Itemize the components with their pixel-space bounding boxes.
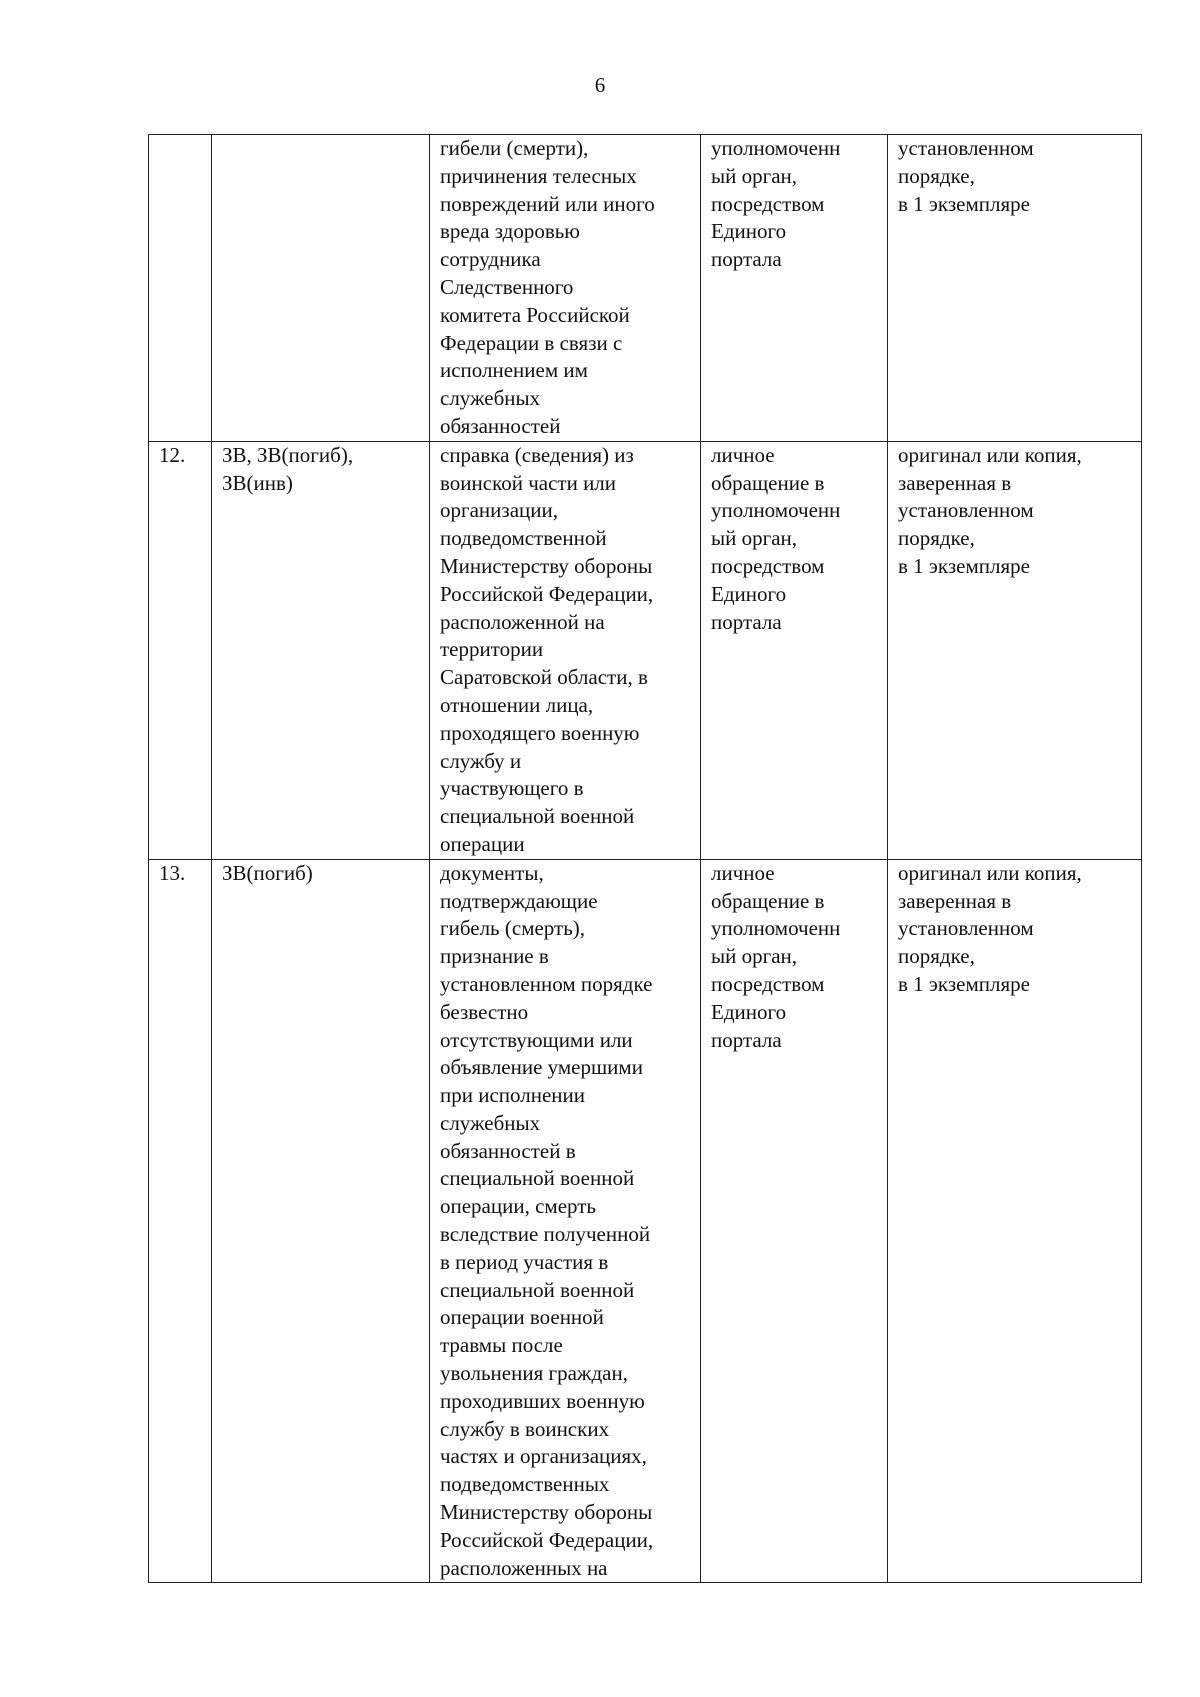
- cell-text-line: исполнением им: [440, 358, 588, 383]
- cell-text-line: гибель (смерть),: [440, 916, 586, 941]
- cell-text-line: порядке,: [898, 944, 975, 969]
- cell-text-line: отсутствующими или: [440, 1027, 633, 1052]
- cell-text-line: гибели (смерти),: [440, 136, 589, 160]
- cell-text-line: обращение в: [711, 888, 825, 913]
- cell-text-line: Российской Федерации,: [440, 581, 654, 606]
- cell-text-line: портала: [711, 247, 782, 272]
- cell-text-line: посредством: [711, 553, 825, 578]
- cell-text-line: специальной военной: [440, 804, 635, 829]
- cell-text-line: в 1 экземпляре: [898, 553, 1030, 578]
- cell-document-form: [888, 859, 1142, 1583]
- cell-text-line: операции, смерть: [440, 1194, 597, 1219]
- cell-text-line: Единого: [711, 999, 787, 1024]
- cell-text-line: операции военной: [440, 1305, 604, 1330]
- cell-text-line: Российской Федерации,: [440, 1527, 654, 1552]
- cell-text-line: ый орган,: [711, 163, 798, 188]
- cell-text-line: организации,: [440, 498, 558, 523]
- cell-text-line: подведомственной: [440, 526, 607, 551]
- cell-category: [212, 135, 430, 442]
- cell-text-line: оригинал или копия,: [898, 442, 1082, 467]
- cell-text-line: Следственного: [440, 274, 574, 299]
- cell-text-line: проходивших военную: [440, 1388, 645, 1413]
- cell-text-line: территории: [440, 637, 544, 662]
- cell-text-line: ЗВ, ЗВ(погиб),: [222, 442, 354, 467]
- cell-text-line: уполномоченн: [711, 136, 841, 160]
- cell-text-line: документы,: [440, 860, 544, 885]
- cell-text-line: при исполнении: [440, 1083, 586, 1108]
- cell-text-line: безвестно: [440, 999, 529, 1024]
- table-row: [149, 441, 1142, 859]
- cell-text-line: признание в: [440, 944, 549, 969]
- cell-text-line: в период участия в: [440, 1249, 609, 1274]
- table-row: [149, 135, 1142, 442]
- cell-text-line: сотрудника: [440, 247, 541, 272]
- cell-document: [430, 135, 701, 442]
- cell-text-line: порядке,: [898, 526, 975, 551]
- cell-text-line: заверенная в: [898, 470, 1012, 495]
- cell-text-line: в 1 экземпляре: [898, 191, 1030, 216]
- cell-text-line: Министерству обороны: [440, 553, 653, 578]
- cell-text-line: Федерации в связи с: [440, 330, 623, 355]
- cell-text-line: порядке,: [898, 163, 975, 188]
- cell-text-line: расположенных на: [440, 1555, 608, 1580]
- cell-text-line: Единого: [711, 219, 787, 244]
- cell-text-line: специальной военной: [440, 1277, 635, 1302]
- cell-document-form: [888, 441, 1142, 859]
- cell-text-line: подтверждающие: [440, 888, 598, 913]
- cell-text-line: увольнения граждан,: [440, 1361, 628, 1386]
- cell-text-line: объявление умершими: [440, 1055, 643, 1080]
- cell-document: [430, 441, 701, 859]
- cell-text-line: заверенная в: [898, 888, 1012, 913]
- cell-category: [212, 441, 430, 859]
- cell-document-form: [888, 135, 1142, 442]
- cell-text-line: посредством: [711, 971, 825, 996]
- cell-submission-method: [701, 135, 888, 442]
- cell-text-line: уполномоченн: [711, 498, 841, 523]
- cell-category: [212, 859, 430, 1583]
- cell-text-line: службу в воинских: [440, 1416, 610, 1441]
- cell-text-line: ый орган,: [711, 944, 798, 969]
- cell-text-line: ый орган,: [711, 526, 798, 551]
- cell-text-line: установленном: [898, 498, 1034, 523]
- cell-number: 12.: [149, 441, 212, 859]
- cell-text-line: обязанностей: [440, 413, 561, 438]
- cell-text-line: в 1 экземпляре: [898, 971, 1030, 996]
- cell-text-line: портала: [711, 609, 782, 634]
- cell-text-line: ЗВ(погиб): [222, 860, 313, 885]
- cell-text-line: Единого: [711, 581, 787, 606]
- cell-text-line: посредством: [711, 191, 825, 216]
- cell-document: [430, 859, 701, 1583]
- cell-text-line: ЗВ(инв): [222, 470, 293, 495]
- cell-text-line: Министерству обороны: [440, 1500, 653, 1525]
- cell-text-line: личное: [711, 860, 775, 885]
- cell-text-line: комитета Российской: [440, 302, 630, 327]
- cell-text-line: проходящего военную: [440, 720, 640, 745]
- table-row: [149, 859, 1142, 1583]
- cell-text-line: оригинал или копия,: [898, 860, 1082, 885]
- cell-text-line: справка (сведения) из: [440, 442, 634, 467]
- cell-text-line: обязанностей в: [440, 1138, 576, 1163]
- cell-text-line: вследствие полученной: [440, 1222, 651, 1247]
- cell-text-line: причинения телесных: [440, 163, 637, 188]
- cell-text-line: службу и: [440, 748, 522, 773]
- cell-submission-method: [701, 859, 888, 1583]
- cell-text-line: портала: [711, 1027, 782, 1052]
- cell-text-line: вреда здоровью: [440, 219, 580, 244]
- cell-text-line: отношении лица,: [440, 692, 594, 717]
- cell-text-line: частях и организациях,: [440, 1444, 647, 1469]
- cell-text-line: операции: [440, 831, 525, 856]
- cell-text-line: подведомственных: [440, 1472, 610, 1497]
- cell-number: [149, 135, 212, 442]
- cell-text-line: повреждений или иного: [440, 191, 655, 216]
- cell-text-line: воинской части или: [440, 470, 617, 495]
- cell-text-line: личное: [711, 442, 775, 467]
- cell-text-line: травмы после: [440, 1333, 563, 1358]
- cell-text-line: установленном порядке: [440, 971, 653, 996]
- cell-text-line: установленном: [898, 916, 1034, 941]
- cell-text-line: обращение в: [711, 470, 825, 495]
- cell-text-line: расположенной на: [440, 609, 605, 634]
- cell-text-line: Саратовской области, в: [440, 665, 648, 690]
- cell-text-line: установленном: [898, 136, 1034, 160]
- page-number: 6: [594, 73, 606, 97]
- cell-text-line: служебных: [440, 386, 541, 411]
- cell-text-line: специальной военной: [440, 1166, 635, 1191]
- cell-number: 13.: [149, 859, 212, 1583]
- cell-text-line: уполномоченн: [711, 916, 841, 941]
- cell-submission-method: [701, 441, 888, 859]
- cell-text-line: служебных: [440, 1110, 541, 1135]
- documents-table: [148, 134, 1142, 1583]
- cell-text-line: участвующего в: [440, 776, 584, 801]
